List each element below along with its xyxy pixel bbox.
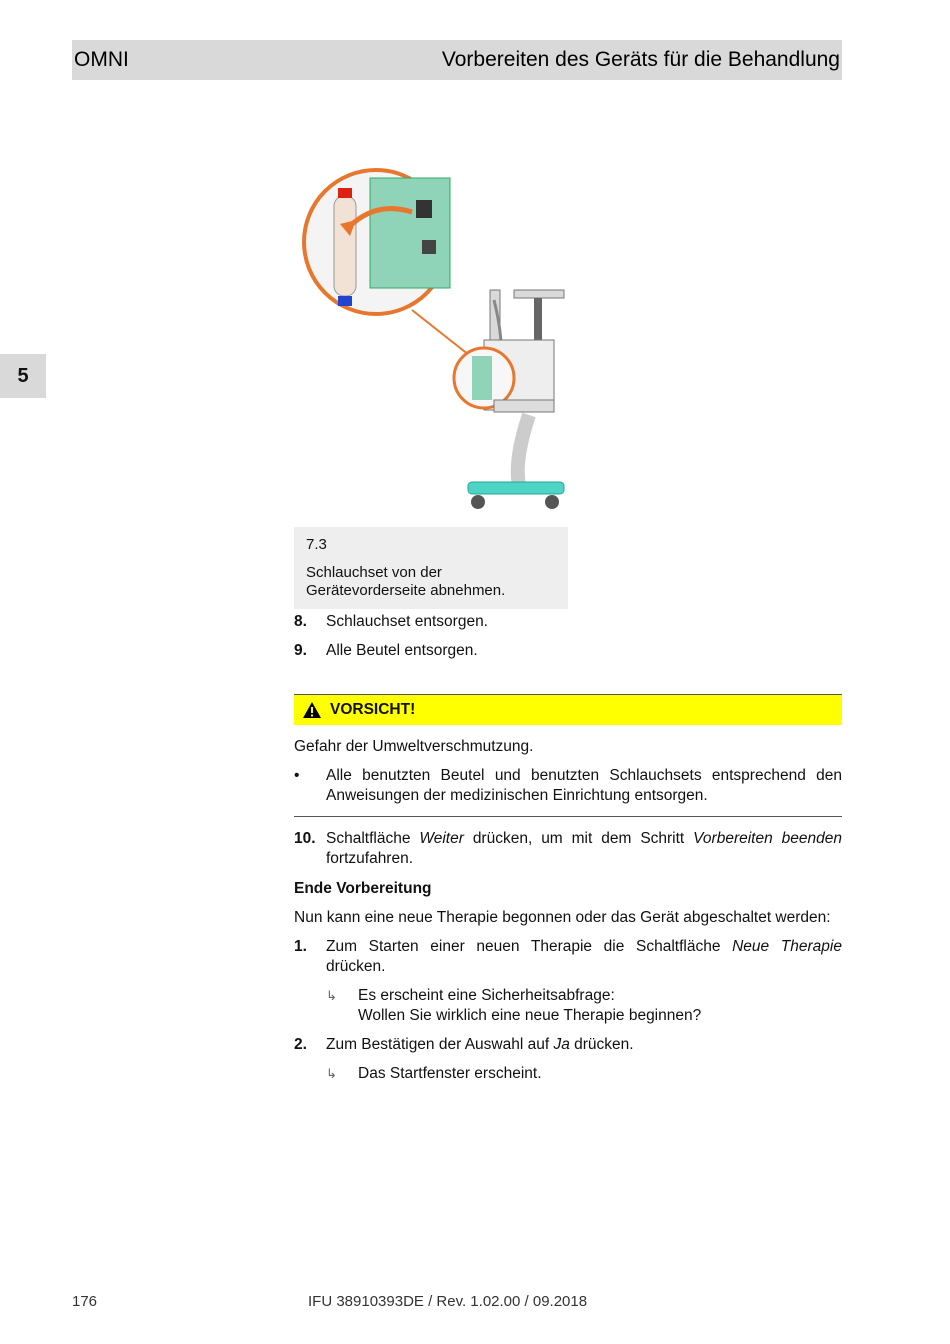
list-item bbox=[294, 937, 842, 977]
step-text: Alle Beutel entsorgen. bbox=[326, 642, 478, 659]
step-number: 10. bbox=[294, 830, 316, 847]
step-number: 8. bbox=[294, 613, 307, 630]
bullet-marker: • bbox=[294, 767, 300, 784]
list-item bbox=[294, 612, 842, 632]
header-product: OMNI bbox=[74, 48, 129, 71]
page-header bbox=[72, 40, 842, 80]
main-content bbox=[294, 612, 842, 1093]
section-heading: Ende Vorbereitung bbox=[294, 880, 432, 897]
result-item bbox=[326, 986, 842, 1026]
result-text: Das Startfenster erscheint. bbox=[358, 1065, 542, 1082]
figure-caption bbox=[294, 527, 568, 609]
result-text: Es erscheint eine Sicherheitsabfrage: bbox=[358, 987, 615, 1004]
section-intro: Nun kann eine neue Therapie begonnen oder das Gerät abgeschaltet werden: bbox=[294, 909, 831, 926]
list-item bbox=[294, 766, 842, 806]
step-number: 2. bbox=[294, 1036, 307, 1053]
warning-label: VORSICHT! bbox=[330, 701, 416, 718]
step-text: Schlauchset entsorgen. bbox=[326, 613, 488, 630]
page-number: 176 bbox=[72, 1293, 98, 1310]
figure-text: Schlauchset von der Gerätevorderseite abnehmen. bbox=[306, 564, 506, 599]
step-number: 1. bbox=[294, 938, 307, 955]
list-item bbox=[294, 1035, 842, 1055]
header-chapter-title: Vorbereiten des Geräts für die Behandlung bbox=[441, 48, 840, 71]
figure-number: 7.3 bbox=[306, 536, 327, 553]
step-text: Schaltfläche Weiter drücken, um mit dem Schritt Vorbereiten beenden fortzufahren. bbox=[326, 830, 842, 867]
chapter-tab: 5 bbox=[0, 354, 46, 398]
result-text: Wollen Sie wirklich eine neue Therapie beginnen? bbox=[358, 1007, 702, 1024]
result-item bbox=[326, 1064, 842, 1084]
list-item bbox=[294, 641, 842, 661]
result-arrow-icon: ↳ bbox=[326, 1066, 337, 1081]
device-illustration bbox=[294, 160, 584, 520]
step-number: 9. bbox=[294, 642, 307, 659]
step-text: Zum Starten einer neuen Therapie die Schaltfläche Neue Therapie drücken. bbox=[326, 938, 842, 975]
step-text: Zum Bestätigen der Auswahl auf Ja drücken. bbox=[326, 1036, 634, 1053]
warning-banner bbox=[294, 694, 842, 725]
document-id: IFU 38910393DE / Rev. 1.02.00 / 09.2018 bbox=[308, 1293, 588, 1310]
bullet-text: Alle benutzten Beutel und benutzten Schlauchsets entsprechend den Anweisungen der medizinischen Einrichtung entsorgen. bbox=[326, 767, 842, 804]
warning-text: Gefahr der Umweltverschmutzung. bbox=[294, 738, 534, 755]
warning-icon bbox=[302, 701, 322, 719]
list-item bbox=[294, 829, 842, 869]
divider bbox=[294, 816, 842, 817]
result-arrow-icon: ↳ bbox=[326, 988, 337, 1003]
